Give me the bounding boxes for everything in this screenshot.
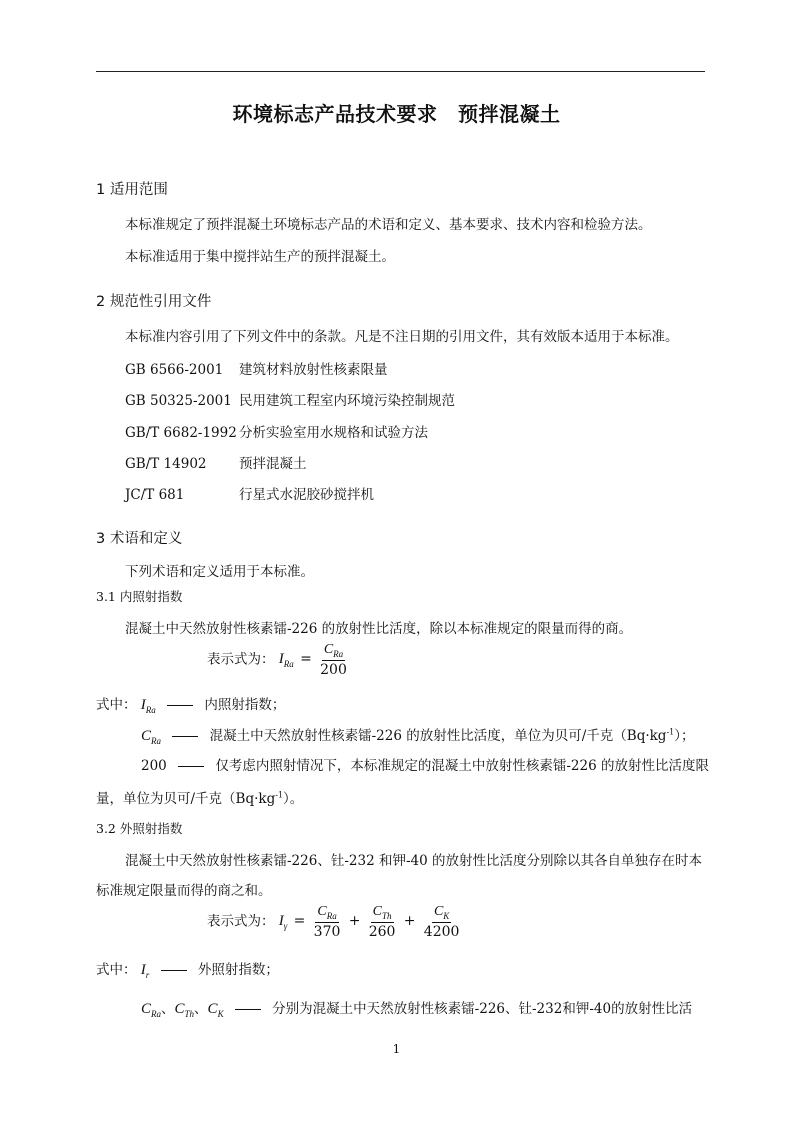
fraction-denominator: 200: [320, 661, 347, 678]
definition-dash: [172, 736, 198, 737]
section-1-heading: 1 适用范围: [96, 182, 168, 198]
formula-variable: $I_{Ra}$: [278, 651, 294, 670]
formula-variable: $I_r$: [140, 962, 150, 980]
formula-prefix: 表示式为：: [207, 913, 275, 930]
where-line-c-list: [141, 997, 692, 1019]
section-3-heading: 3 术语和定义: [96, 531, 183, 547]
section-3-paragraph-1: 下列术语和定义适用于本标准。: [125, 564, 314, 580]
reference-code: GB 50325-2001: [125, 393, 232, 409]
equals-sign: =: [293, 913, 306, 930]
where-line-internal-index: [96, 693, 285, 715]
section-2-heading: 2 规范性引用文件: [96, 294, 212, 310]
fraction-numerator: $C_{Ra}$: [317, 904, 337, 921]
fraction: [314, 904, 341, 940]
fraction-numerator: $C_{Th}$: [372, 904, 392, 921]
formula-variable: $I_{Ra}$: [140, 697, 156, 715]
plus-sign: +: [403, 913, 416, 930]
page-number: 1: [392, 1042, 401, 1056]
term-3-2-label: 3.2 外照射指数: [96, 821, 183, 836]
definition-dash: [167, 705, 193, 706]
term-3-1-definition: 混凝土中天然放射性核素镭-226 的放射性比活度，除以本标准规定的限量而得的商。: [125, 621, 633, 637]
term-3-2-definition-line-2: 标准规定限量而得的商之和。: [96, 883, 272, 899]
section-2-paragraph-1: 本标准内容引用了下列文件中的条款。凡是不注日期的引用文件，其有效版本适用于本标准。: [125, 329, 679, 345]
plus-sign: +: [348, 913, 361, 930]
reference-name: 建筑材料放射性核素限量: [239, 362, 388, 378]
list-separator: 、: [161, 1001, 175, 1017]
formula-external-index: [207, 904, 461, 940]
formula-variable: $C_{Ra}$: [141, 1001, 162, 1019]
formula-internal-index: [207, 642, 349, 678]
definition-text: 内照射指数；: [204, 697, 286, 713]
reference-name: 民用建筑工程室内环境污染控制规范: [239, 393, 455, 409]
definition-continuation: 量，单位为贝可/千克$(Bq\cdot kg^{-1})$。: [96, 790, 304, 807]
reference-name: 预拌混凝土: [239, 456, 307, 472]
fraction-denominator: 260: [368, 923, 396, 940]
reference-item: [125, 421, 428, 441]
where-label: 式中：: [96, 697, 137, 713]
reference-code: GB/T 14902: [125, 456, 207, 472]
term-3-1-label: 3.1 内照射指数: [96, 589, 183, 604]
where-label: 式中：: [96, 962, 137, 978]
formula-constant: 200: [141, 758, 167, 774]
section-1-paragraph-1: 本标准规定了预拌混凝土环境标志产品的术语和定义、基本要求、技术内容和检验方法。: [125, 217, 652, 233]
reference-item: [125, 389, 455, 409]
reference-code: GB 6566-2001: [125, 362, 224, 378]
reference-code: GB/T 6682-1992: [125, 425, 237, 441]
section-1-paragraph-2: 本标准适用于集中搅拌站生产的预拌混凝土。: [125, 249, 395, 265]
fraction-numerator: $C_{Ra}$: [323, 642, 344, 659]
formula-variable: $C_{Ra}$: [141, 728, 162, 746]
definition-text: 外照射指数；: [197, 962, 279, 978]
definition-dash: [161, 970, 187, 971]
reference-item: [125, 483, 374, 503]
definition-text: 仅考虑内照射情况下，本标准规定的混凝土中放射性核素镭-226 的放射性比活度限: [215, 758, 709, 774]
definition-dash: [235, 1009, 261, 1010]
fraction: [424, 904, 460, 940]
reference-name: 行星式水泥胶砂搅拌机: [239, 487, 374, 503]
fraction-denominator: 370: [313, 923, 341, 940]
reference-item: [125, 452, 307, 472]
fraction-denominator: 4200: [423, 923, 460, 940]
where-line-200: [141, 754, 709, 774]
where-line-c-ra: [141, 724, 695, 746]
formula-variable: $C_{Th}$: [174, 1001, 195, 1019]
reference-item: [125, 358, 388, 378]
definition-text: 混凝土中天然放射性核素镭-226 的放射性比活度，单位为贝可/千克$(Bq\cdot kg^{-1})$；: [209, 727, 695, 744]
formula-prefix: 表示式为：: [207, 651, 275, 668]
definition-dash: [178, 766, 204, 767]
document-title: 环境标志产品技术要求 预拌混凝土: [232, 102, 561, 126]
fraction: [369, 904, 396, 940]
formula-variable: $C_K$: [207, 1001, 224, 1019]
fraction-numerator: $C_K$: [433, 904, 450, 921]
reference-name: 分析实验室用水规格和试验方法: [239, 425, 428, 441]
header-rule: [96, 71, 705, 72]
term-3-2-definition-line-1: 混凝土中天然放射性核素镭-226、钍-232 和钾-40 的放射性比活度分别除以其各自单独存在时本: [125, 853, 702, 869]
equals-sign: =: [300, 651, 312, 668]
reference-code: JC/T 681: [125, 487, 185, 503]
formula-variable: $I_\gamma$: [278, 913, 288, 932]
list-separator: 、: [194, 1001, 208, 1017]
definition-text: 分别为混凝土中天然放射性核素镭-226、钍-232和钾-40的放射性比活: [272, 1001, 693, 1017]
fraction: [320, 642, 347, 678]
where-line-external-index: [96, 958, 279, 980]
